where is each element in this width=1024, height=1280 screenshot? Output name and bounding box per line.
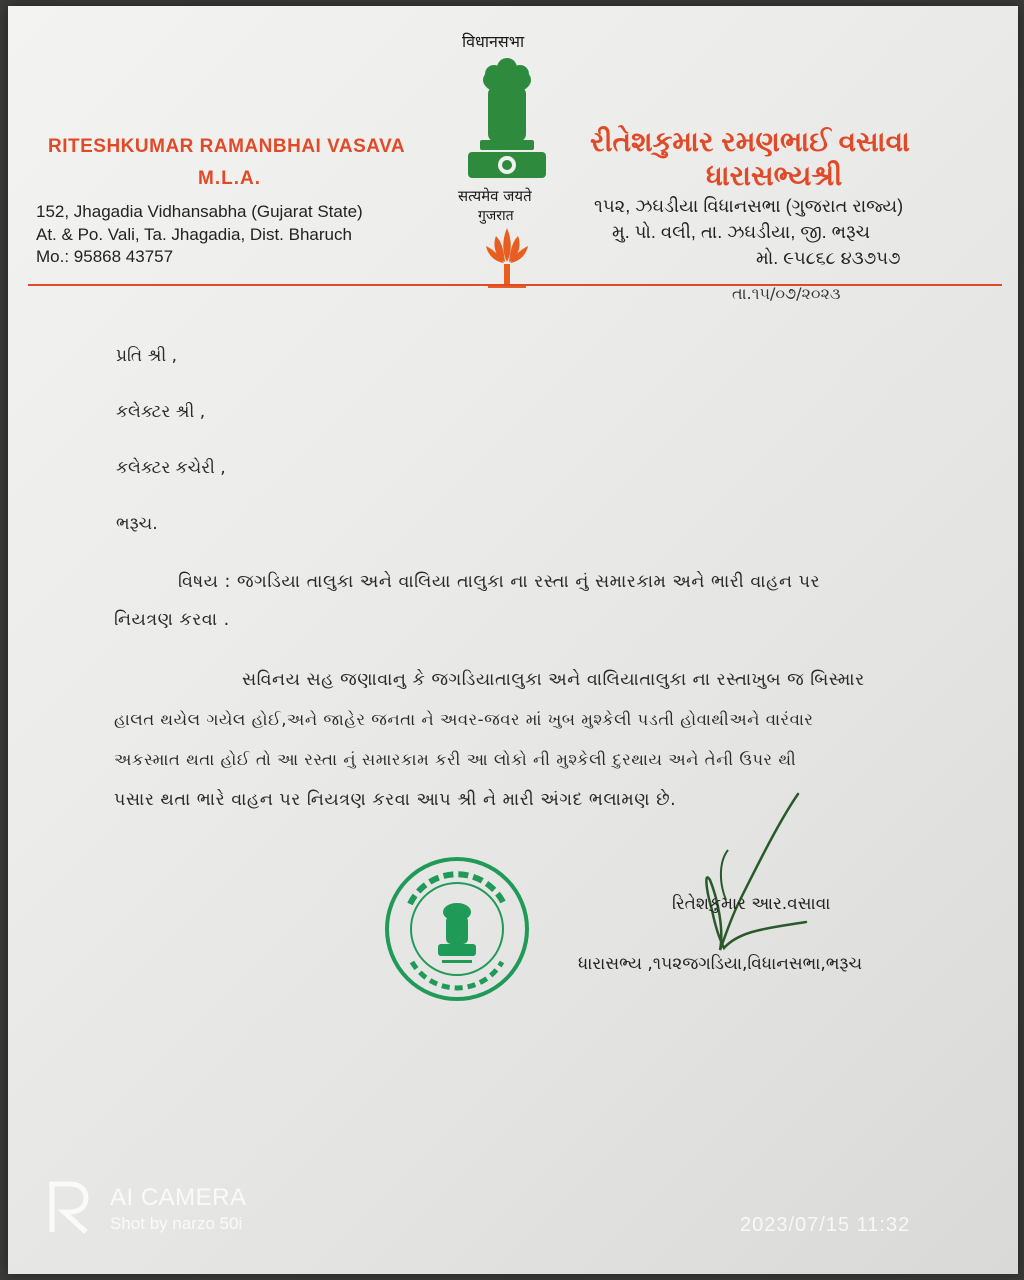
subject-line: નિયત્રણ કરવા . (114, 610, 230, 630)
address-line-gujarati: ૧૫૨, ઝઘડીયા વિધાનસભા (ગુજરાત રાજ્ય) (594, 196, 904, 216)
address-line-english: 152, Jhagadia Vidhansabha (Gujarat State) (36, 202, 363, 221)
camera-watermark-timestamp: 2023/07/15 11:32 (740, 1214, 911, 1236)
camera-watermark-brand: AI CAMERA (110, 1184, 247, 1211)
camera-watermark-device: Shot by narzo 50i (110, 1214, 243, 1233)
recipient-line: પ્રતિ શ્રી , (116, 346, 178, 366)
letterhead-divider (28, 284, 1002, 286)
camera-brand-logo-icon (48, 1180, 90, 1234)
handwritten-signature-icon (680, 790, 810, 960)
recipient-line: કલેક્ટર કચેરી , (116, 458, 226, 478)
address-line-gujarati: મુ. પો. વલી, તા. ઝઘડીયા, જી. ભરૂચ (612, 222, 871, 242)
mla-title-english: M.L.A. (198, 168, 261, 189)
phone-gujarati: મો. ૯૫૮૬૮ ૪૩૭૫૭ (756, 248, 901, 268)
paragraph-line: હાલત થયેલ ગયેલ હોઈ,અને જાહેર જનતા ને અવર-જવર માં ખુબ મુશ્કેલી પડતી હોવાથીઅને વારંવાર (114, 710, 814, 729)
paragraph-line: અકસ્માત થતા હોઈ તો આ રસ્તા નું સમારકામ કરી આ લોકો ની મુશ્કેલી દુરથાય અને તેની ઉપર થી (114, 750, 797, 769)
emblem-state: गुजरात (478, 208, 514, 224)
state-emblem-icon (452, 28, 562, 288)
recipient-line: ભરૂચ. (116, 514, 158, 534)
emblem-caption-top: विधानसभा (462, 32, 525, 51)
address-line-english: At. & Po. Vali, Ta. Jhagadia, Dist. Bharuch (36, 225, 352, 244)
letter-date: તા.૧૫/૦૭/૨૦૨૩ (732, 284, 841, 303)
subject-line: વિષય : જગડિયા તાલુકા અને વાલિયા તાલુકા ના રસ્તા નું સમારકામ અને ભારી વાહન પર (178, 572, 821, 592)
mla-title-gujarati: ધારાસભ્યશ્રી (706, 160, 843, 191)
signatory-name: રિતેશકુમાર આર.વસાવા (672, 894, 831, 914)
emblem-motto: सत्यमेव जयते (458, 187, 532, 205)
mla-name-english: RITESHKUMAR RAMANBHAI VASAVA (48, 136, 406, 157)
paragraph-line: પસાર થતા ભારે વાહન પર નિયત્રણ કરવા આપ શ્રી ને મારી અંગદ ભલામણ છે. (114, 790, 677, 810)
paragraph-line: સવિનય સહ જણાવાનુ કે જગડિયાતાલુકા અને વાલિયાતાલુકા ના રસ્તાખુબ જ બિસ્માર (242, 670, 865, 690)
recipient-line: કલેક્ટર શ્રી , (116, 402, 206, 422)
mla-name-gujarati: રીતેશકુમાર રમણભાઈ વસાવા (590, 126, 910, 157)
signatory-title: ધારાસભ્ય ,૧૫૨જગડિયા,વિધાનસભા,ભરૂચ (578, 954, 863, 974)
official-seal-icon (382, 854, 532, 1004)
phone-english: Mo.: 95868 43757 (36, 247, 174, 266)
